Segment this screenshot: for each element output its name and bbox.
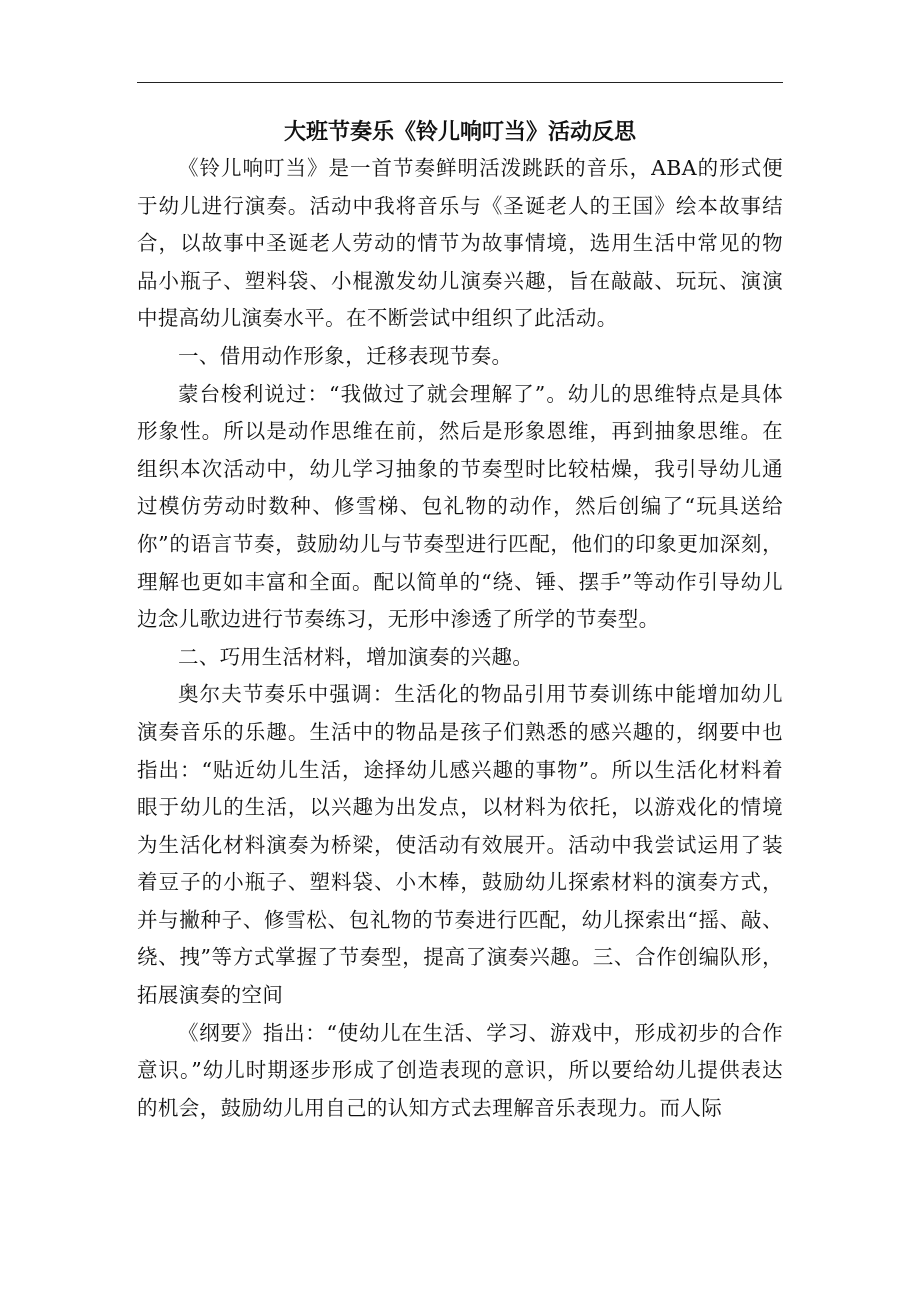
document-body [137, 150, 783, 1127]
paragraph-section-3: 《纲要》指出：“使幼儿在生活、学习、游戏中，形成初步的合作意识。”幼儿时期逐步形成了创造表现的意识，所以要给幼儿提供表达的机会，鼓励幼儿用自己的认知方式去理解音乐表现力。而人际 [137, 1020, 783, 1120]
paragraph-intro: 《铃儿响叮当》是一首节奏鲜明活泼跳跃的音乐，ABA的形式便于幼儿进行演奏。活动中我将音乐与《圣诞老人的王国》绘本故事结合，以故事中圣诞老人劳动的情节为故事情境，选用生活中常见的物品小瓶子、塑料袋、小棍激发幼儿演奏兴趣，旨在敲敲、玩玩、演演中提高幼儿演奏水平。在不断尝试中组织了此活动。 [137, 156, 783, 331]
document-title: 大班节奏乐《铃儿响叮当》活动反思 [283, 119, 636, 145]
paragraph-section-1: 蒙台梭利说过：“我做过了就会理解了”。幼儿的思维特点是具体形象性。所以是动作思维在前，然后是形象恩维，再到抽象思维。在组织本次活动中，幼儿学习抽象的节奏型时比较枯燥，我引导幼儿通过模仿劳动时数种、修雪梯、包礼物的动作，然后创编了“玩具送给你”的语言节奏，鼓励幼儿与节奏型进行匹配，他们的印象更加深刻，理解也更如丰富和全面。配以简单的“绕、锤、摆手”等动作引导幼儿边念儿歌边进行节奏练习，无形中渗透了所学的节奏型。 [137, 381, 783, 632]
section-heading-1: 一、借用动作形象，迁移表现节奏。 [178, 343, 513, 368]
paragraph-section-2: 奥尔夫节奏乐中强调：生活化的物品引用节奏训练中能增加幼儿演奏音乐的乐趣。生活中的物品是孩子们熟悉的感兴趣的，纲要中也指出：“贴近幼儿生活，途择幼儿感兴趣的事物”。所以生活化材料着眼于幼儿的生活，以兴趣为出发点，以材料为依托，以游戏化的情境为生活化材料演奏为桥梁，使活动有效展开。活动中我尝试运用了装着豆子的小瓶子、塑料袋、小木棒，鼓励幼儿探索材料的演奏方式，并与撇种子、修雪松、包礼物的节奏进行匹配，幼儿探索出“摇、敲、绕、拽”等方式掌握了节奏型，提高了演奏兴趣。三、合作创编队形，拓展演奏的空间 [137, 682, 783, 1008]
section-heading-2: 二、巧用生活材料，增加演奏的兴趣。 [178, 644, 534, 669]
header-rule [137, 82, 783, 83]
